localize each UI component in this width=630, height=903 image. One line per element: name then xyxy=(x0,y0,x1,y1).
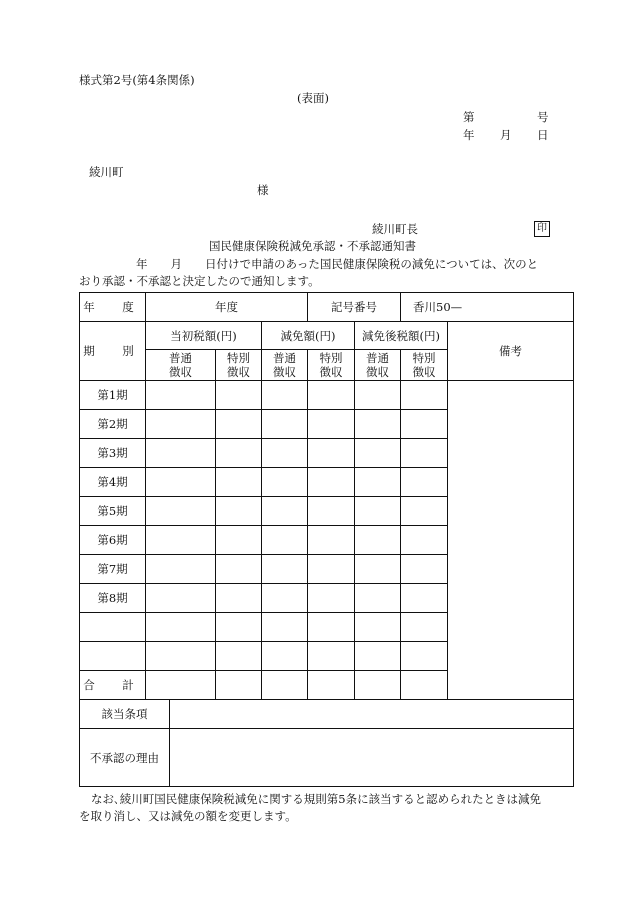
fiscal-year-row xyxy=(80,293,574,322)
period-label-10 xyxy=(80,642,146,671)
period-label-6: 第6期 xyxy=(80,526,146,555)
fiscal-year-label: 年 度 xyxy=(80,293,146,322)
footer-line-1: なお､綾川町国民健康保険税減免に関する規則第5条に該当すると認められたときは減免 xyxy=(91,792,542,806)
initial-tax-header: 当初税額(円) xyxy=(146,322,262,350)
date-day: 日 xyxy=(537,128,549,142)
period-label-8: 第8期 xyxy=(80,584,146,613)
addressee-town: 綾川町 xyxy=(89,165,124,179)
rejection-reason-label: 不承認の理由 xyxy=(80,729,170,787)
column-header-row xyxy=(80,322,574,350)
number-go: 号 xyxy=(537,110,549,124)
intro-paragraph xyxy=(79,256,551,290)
side-label: (表面) xyxy=(297,91,329,105)
intro-line-2: おり承認・不承認と決定したので通知します。 xyxy=(79,274,320,288)
document-title: 国民健康保険税減免承認・不承認通知書 xyxy=(209,239,416,253)
normal-collection-header: 普通 徴収 xyxy=(262,350,308,381)
reduction-header: 減免額(円) xyxy=(262,322,355,350)
reduction-table xyxy=(79,292,574,787)
period-label-1: 第1期 xyxy=(80,381,146,410)
applicable-clause-label: 該当条項 xyxy=(80,700,170,729)
special-collection-header: 特別 徴収 xyxy=(216,350,262,381)
seal-mark: 印 xyxy=(534,221,550,237)
period-label: 期 別 xyxy=(80,322,146,381)
period-label-9 xyxy=(80,613,146,642)
applicable-clause-row xyxy=(80,700,574,729)
issuer-name: 綾川町長 xyxy=(372,222,418,236)
addressee-sama: 様 xyxy=(257,183,269,197)
normal-collection-header: 普通 徴収 xyxy=(355,350,401,381)
period-label-7: 第7期 xyxy=(80,555,146,584)
period-label-5: 第5期 xyxy=(80,497,146,526)
remarks-header: 備考 xyxy=(448,322,574,381)
period-label-4: 第4期 xyxy=(80,468,146,497)
special-collection-header: 特別 徴収 xyxy=(308,350,355,381)
remarks-cell xyxy=(448,381,574,700)
normal-collection-header: 普通 徴収 xyxy=(146,350,216,381)
record-number-label: 記号番号 xyxy=(308,293,401,322)
intro-line-1: 年 月 日付けで申請のあった国民健康保険税の減免については、次のと xyxy=(136,257,539,271)
footer-note xyxy=(79,791,551,825)
total-label: 合 計 xyxy=(80,671,146,700)
period-row xyxy=(80,381,574,410)
record-number-value: 香川50— xyxy=(401,293,574,322)
period-label-2: 第2期 xyxy=(80,410,146,439)
form-number: 様式第2号(第4条関係) xyxy=(79,73,195,87)
footer-line-2: を取り消し、又は減免の額を変更します。 xyxy=(79,809,297,823)
period-label-3: 第3期 xyxy=(80,439,146,468)
rejection-reason-row xyxy=(80,729,574,787)
special-collection-header: 特別 徴収 xyxy=(401,350,448,381)
applicable-clause-value xyxy=(170,700,574,729)
number-dai: 第 xyxy=(463,110,475,124)
rejection-reason-value xyxy=(170,729,574,787)
fiscal-year-value: 年度 xyxy=(146,293,308,322)
date-month: 月 xyxy=(500,128,512,142)
after-reduction-header: 減免後税額(円) xyxy=(355,322,448,350)
date-year: 年 xyxy=(463,128,475,142)
